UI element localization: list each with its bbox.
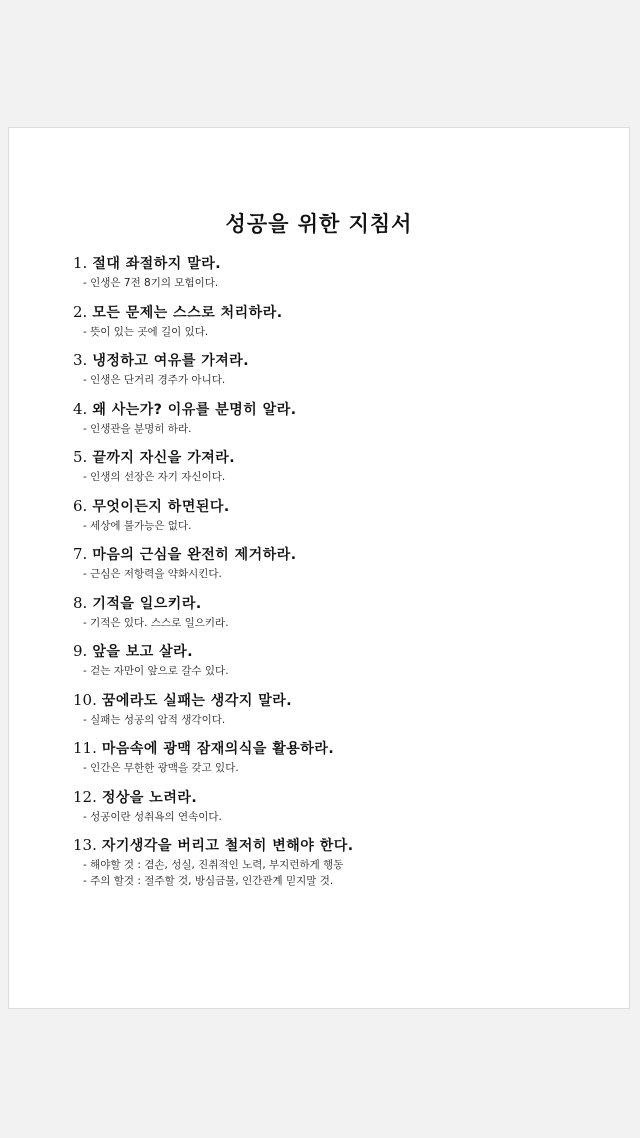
rule-item <box>73 302 613 351</box>
rule-number: 11. <box>73 739 97 757</box>
rules-list <box>73 253 613 889</box>
rule-heading: 자기생각을 버리고 철저히 변해야 한다. <box>101 838 354 854</box>
rule-number: 9. <box>73 642 88 660</box>
rule-header <box>73 253 613 275</box>
rule-header <box>73 641 613 663</box>
rule-note: - 뜻이 있는 곳에 길이 있다. <box>83 325 209 338</box>
rule-header <box>73 835 613 857</box>
rule-item <box>73 496 613 545</box>
rule-header <box>73 593 613 615</box>
rule-number: 1. <box>73 254 88 272</box>
rule-item <box>73 253 613 302</box>
rule-heading: 왜 사는가? 이유를 분명히 알라. <box>92 401 297 418</box>
rule-item <box>73 399 613 448</box>
rule-heading: 기적을 일으키라. <box>92 595 202 612</box>
rule-heading: 마음속에 광맥 잠재의식을 활용하라. <box>101 741 335 757</box>
rule-note: - 인생은 7전 8기의 모험이다. <box>83 277 219 289</box>
document-title: 성공을 위한 지침서 <box>225 212 413 236</box>
rule-number: 13. <box>73 836 97 854</box>
rule-item <box>73 350 613 399</box>
rule-heading: 꿈에라도 실패는 생각지 말라. <box>101 692 293 709</box>
rule-item <box>73 787 613 836</box>
rule-heading: 무엇이든지 하면된다. <box>92 498 230 515</box>
rule-header <box>73 738 613 760</box>
rule-heading: 마음의 근심을 완전히 제거하라. <box>92 547 297 563</box>
rule-note: - 세상에 불가능은 없다. <box>83 519 192 532</box>
rule-note: - 성공이란 성취욕의 연속이다. <box>83 810 222 823</box>
rule-heading: 냉정하고 여유를 가져라. <box>92 353 250 369</box>
rule-header <box>73 496 613 518</box>
rule-number: 6. <box>73 496 88 515</box>
rule-number: 12. <box>73 787 97 806</box>
rule-header <box>73 544 613 566</box>
rule-heading: 정상을 노려라. <box>101 789 198 806</box>
rule-item <box>73 641 613 690</box>
rule-header <box>73 787 613 809</box>
rule-heading: 모든 문제는 스스로 처리하라. <box>92 304 283 321</box>
rule-note: - 걷는 자만이 앞으로 갈수 있다. <box>83 665 229 677</box>
rule-note: - 인생의 선장은 자기 자신이다. <box>83 471 226 483</box>
rule-item <box>73 593 613 642</box>
rule-number: 8. <box>73 593 88 612</box>
rule-header <box>73 690 613 712</box>
rule-number: 3. <box>73 351 88 369</box>
rule-note: - 주의 할것 : 절주할 것, 방심금물, 인간관계 믿지말 것. <box>83 875 334 887</box>
rule-note: - 인생관을 분명히 하라. <box>83 422 192 435</box>
rule-header <box>73 447 613 469</box>
rule-heading: 앞을 보고 살라. <box>92 644 194 660</box>
document-page <box>8 127 630 1009</box>
rule-note: - 기적은 있다. 스스로 일으키라. <box>83 616 229 629</box>
rule-note: - 인간은 무한한 광맥을 갖고 있다. <box>83 762 239 774</box>
rule-item <box>73 738 613 787</box>
rule-number: 7. <box>73 545 88 563</box>
rule-number: 5. <box>73 448 88 466</box>
rule-item <box>73 690 613 739</box>
rule-item <box>73 447 613 496</box>
rule-heading: 절대 좌절하지 말라. <box>92 256 222 272</box>
rule-header <box>73 399 613 421</box>
rule-item <box>73 835 613 889</box>
rule-note: - 근심은 저항력을 약화시킨다. <box>83 568 222 580</box>
rule-note: - 실패는 성공의 암적 생각이다. <box>83 713 226 726</box>
rule-note: - 인생은 단거리 경주가 아니다. <box>83 374 226 386</box>
rule-number: 4. <box>73 399 88 418</box>
rule-heading: 끝까지 자신을 가져라. <box>92 450 236 466</box>
rule-item <box>73 544 613 593</box>
rule-number: 2. <box>73 302 88 321</box>
rule-note: - 해야할 것 : 겸손, 성실, 진취적인 노력, 부지런하게 행동 <box>83 859 344 871</box>
rule-header <box>73 302 613 324</box>
rule-number: 10. <box>73 690 97 709</box>
rule-header <box>73 350 613 372</box>
